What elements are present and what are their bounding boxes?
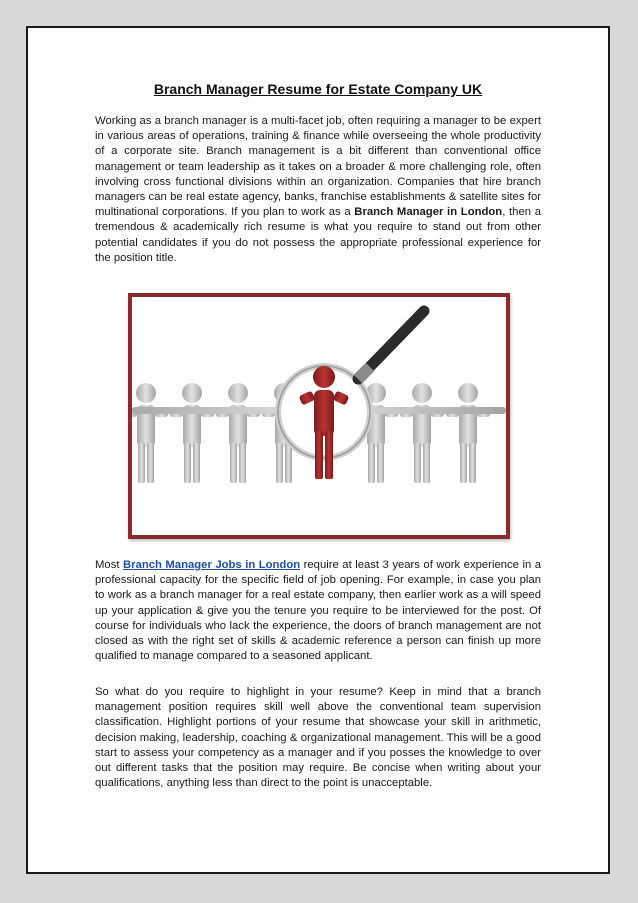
- paragraph-intro-text: Working as a branch manager is a multi-facet job, often requiring a manager to be expert in various areas of operations, training & finance while overseeing the whole productivity of a corporate site. Branch management is a bit different than conventional office management or team leadership as it takes on a broader & more challenging role, often involving cross functional divisions within an organization. Companies that hire branch managers can be real estate agency, banks, franchise establishments & satellite sites for multinational corporations. If you plan to work as a: [95, 115, 541, 219]
- bold-phrase: Branch Manager in London: [354, 206, 503, 219]
- paragraph-intro-text-end: , then a tremendous & academically rich resume is what you require to stand out from other potential candidates if you do not possess the appropriate professional experience for the position title.: [95, 206, 541, 264]
- page-title: Branch Manager Resume for Estate Company UK: [153, 81, 483, 97]
- paragraph-experience: [95, 558, 541, 664]
- paragraph-intro: [95, 114, 541, 266]
- paragraph-highlight: So what do you require to highlight in your resume? Keep in mind that a branch management position requires skill well above the conventional team supervision classification. Highlight portions of your resume that showcase your skill in arithmetic, decision making, leadership, coaching & organizational management. This will be a good start to assess your competency as a manager and if you posses the knowledge to over out different tasks that the position may require. Be concise when writing about your qualifications, anything less than direct to the point is unacceptable.: [95, 686, 541, 790]
- people-magnifier-graphic: [132, 297, 506, 535]
- document-page: [26, 26, 610, 874]
- branch-manager-jobs-link[interactable]: Branch Manager Jobs in London: [122, 559, 301, 571]
- recruitment-illustration: [128, 293, 510, 539]
- paragraph-experience-start: Most: [95, 559, 123, 571]
- paragraph-experience-text: require at least 3 years of work experience in a professional capacity for the specific field of job opening. For example, in case you plan to work as a branch manager for a real estate company, then earlier work as a will speed up your application & give you the tenure you require to be interviewed for the post. Of course for individuals who lack the experience, the doors of branch management are not closed as with the right set of skills & academic reference a person can finish up more qualified to manage compared to a seasoned applicant.: [95, 559, 542, 663]
